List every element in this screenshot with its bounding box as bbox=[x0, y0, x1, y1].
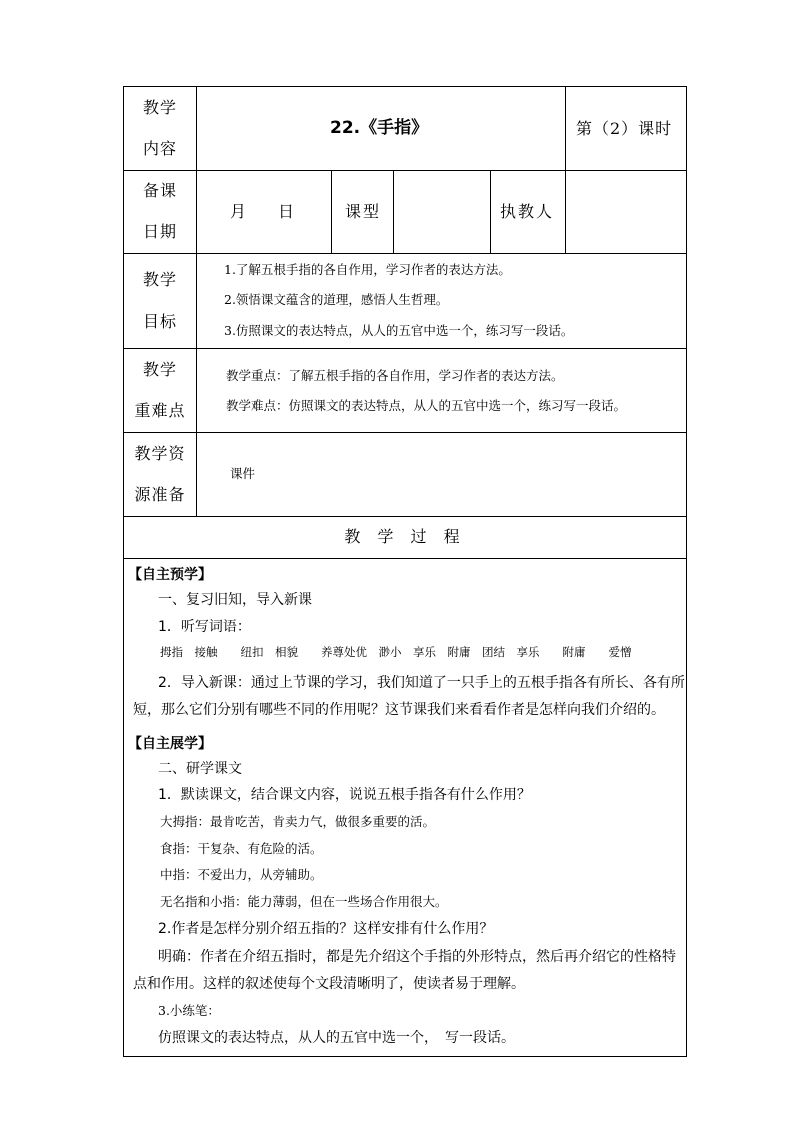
section-title-display: 【自主展学】 bbox=[128, 736, 212, 752]
goal-item: 1.了解五根手指的各自作用，学习作者的表达方法。 bbox=[224, 262, 511, 277]
label-resources-1: 教学资 bbox=[134, 444, 186, 463]
answer-index-finger: 食指：干复杂、有危险的活。 bbox=[160, 841, 323, 856]
label-teaching-content-2: 内容 bbox=[142, 139, 177, 158]
table-border-bottom bbox=[123, 1056, 687, 1057]
question-2: 2.作者是怎样分别介绍五指的？这样安排有什么作用？ bbox=[158, 921, 494, 937]
table-border-top bbox=[123, 86, 687, 87]
section-title-preview: 【自主预学】 bbox=[128, 567, 212, 583]
section-heading: 二、研学课文 bbox=[158, 761, 242, 777]
row-divider-3 bbox=[123, 348, 687, 349]
question-1: 1．默读课文，结合课文内容，说说五根手指各有什么作用？ bbox=[158, 787, 531, 803]
table-border-right bbox=[686, 86, 687, 1057]
writing-task: 仿照课文的表达特点，从人的五官中选一个， 写一段话。 bbox=[158, 1030, 515, 1046]
intro-paragraph-line-2: 短，那么它们分别有哪些不同的作用呢？这节课我们来看看作者是怎样向我们介绍的。 bbox=[133, 702, 665, 718]
row-divider-4 bbox=[123, 432, 687, 433]
label-teaching-content-1: 教学 bbox=[142, 98, 177, 117]
label-teaching-goals-1: 教学 bbox=[142, 270, 177, 289]
intro-paragraph-line-1: 2．导入新课：通过上节课的学习，我们知道了一只手上的五根手指各有所长、各有所 bbox=[158, 675, 685, 691]
key-point: 教学重点：了解五根手指的各自作用，学习作者的表达方法。 bbox=[226, 368, 564, 383]
section-heading: 一、复习旧知，导入新课 bbox=[158, 592, 312, 608]
label-resources-2: 源准备 bbox=[134, 485, 186, 504]
label-prep-date-1: 备课 bbox=[142, 181, 177, 200]
answer-paragraph-line-2: 点和作用。这样的叙述使每个文段清晰明了，使读者易于理解。 bbox=[133, 976, 525, 992]
lesson-column-divider bbox=[565, 86, 566, 253]
row-divider-5 bbox=[123, 516, 687, 517]
dictation-words: 拇指 接触 纽扣 相貌 养尊处优 渺小 享乐 附庸 团结 享乐 附庸 爱憎 bbox=[160, 645, 632, 659]
answer-thumb: 大拇指：最肯吃苦，肯卖力气，做很多重要的活。 bbox=[160, 814, 436, 829]
row-divider-1 bbox=[123, 170, 687, 171]
label-teacher: 执教人 bbox=[500, 202, 555, 221]
difficult-point: 教学难点：仿照课文的表达特点，从人的五官中选一个，练习写一段话。 bbox=[226, 398, 627, 413]
answer-middle-finger: 中指：不爱出力，从旁辅助。 bbox=[160, 867, 323, 882]
lesson-period: 第（2）课时 bbox=[576, 119, 673, 138]
label-teaching-goals-2: 目标 bbox=[142, 312, 177, 331]
label-column-divider bbox=[196, 86, 197, 516]
dictation-label: 1．听写词语： bbox=[158, 619, 251, 635]
label-key-points-1: 教学 bbox=[142, 360, 177, 379]
label-prep-date-2: 日期 bbox=[142, 222, 177, 241]
resource-value: 课件 bbox=[230, 466, 256, 481]
goal-item: 2.领悟课文蕴含的道理，感悟人生哲理。 bbox=[224, 292, 449, 307]
type-column-divider bbox=[393, 170, 394, 253]
date-value: 月 日 bbox=[230, 202, 295, 221]
type-value-divider bbox=[490, 170, 491, 253]
row-divider-2 bbox=[123, 253, 687, 254]
answer-paragraph-line-1: 明确：作者在介绍五指时，都是先介绍这个手指的外形特点，然后再介绍它的性格特 bbox=[158, 949, 676, 965]
date-column-divider bbox=[331, 170, 332, 253]
row-divider-6 bbox=[123, 558, 687, 559]
process-title: 教 学 过 程 bbox=[344, 527, 466, 546]
goal-item: 3.仿照课文的表达特点，从人的五官中选一个，练习写一段话。 bbox=[224, 323, 574, 338]
label-lesson-type: 课型 bbox=[345, 202, 382, 221]
answer-ring-little-finger: 无名指和小指：能力薄弱，但在一些场合作用很大。 bbox=[160, 894, 448, 909]
lesson-title: 22.《手指》 bbox=[330, 118, 429, 138]
label-key-points-2: 重难点 bbox=[134, 401, 186, 420]
question-3: 3.小练笔： bbox=[158, 1003, 220, 1018]
